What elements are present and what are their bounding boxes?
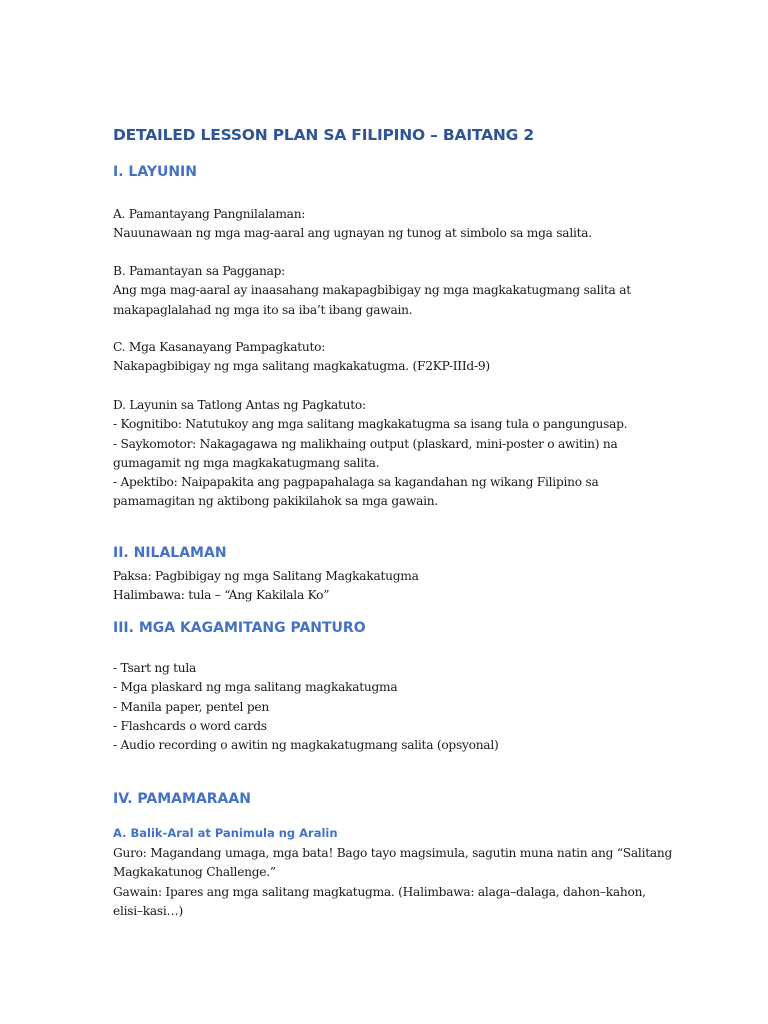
subsection-heading-balik-aral: A. Balik-Aral at Panimula ng Aralin — [113, 826, 338, 840]
layunin-d-paragraph — [113, 396, 673, 512]
section-heading-kagamitan: III. MGA KAGAMITANG PANTURO — [113, 620, 366, 636]
layunin-b-paragraph — [113, 262, 673, 320]
paragraph-line: - Saykomotor: Nakagagawa ng malikhaing output (plaskard, mini-poster o awitin) na — [113, 436, 618, 451]
document-title: DETAILED LESSON PLAN SA FILIPINO – BAITANG 2 — [113, 126, 534, 144]
paragraph-line: Nakapagbibigay ng mga salitang magkakatugma. (F2KP-IIId-9) — [113, 359, 490, 374]
nilalaman-paragraph — [113, 567, 673, 606]
list-item: - Flashcards o word cards — [113, 718, 267, 733]
list-item: - Mga plaskard ng mga salitang magkakatugma — [113, 680, 398, 695]
paragraph-line: - Apektibo: Naipapakita ang pagpapahalaga sa kagandahan ng wikang Filipino sa — [113, 475, 599, 490]
paragraph-line: Gawain: Ipares ang mga salitang magkatugma. (Halimbawa: alaga–dalaga, dahon–kahon, — [113, 884, 646, 899]
kagamitan-list — [113, 659, 673, 755]
paragraph-line: makapaglalahad ng mga ito sa iba’t ibang gawain. — [113, 302, 413, 317]
paragraph-line: elisi–kasi…) — [113, 903, 184, 918]
list-item: - Audio recording o awitin ng magkakatugmang salita (opsyonal) — [113, 738, 499, 753]
paragraph-line: C. Mga Kasanayang Pampagkatuto: — [113, 340, 326, 354]
paragraph-line: Magkakatunog Challenge.” — [113, 865, 276, 880]
layunin-c-paragraph — [113, 338, 673, 377]
list-item: - Tsart ng tula — [113, 661, 197, 675]
list-item: - Manila paper, pentel pen — [113, 699, 269, 714]
layunin-a-paragraph — [113, 205, 673, 244]
section-heading-layunin: I. LAYUNIN — [113, 164, 197, 180]
paragraph-line: D. Layunin sa Tatlong Antas ng Pagkatuto: — [113, 398, 366, 412]
paragraph-line: pamamagitan ng aktibong pakikilahok sa mga gawain. — [113, 494, 438, 509]
paragraph-line: Guro: Magandang umaga, mga bata! Bago tayo magsimula, sagutin muna natin ang “Salitang — [113, 846, 673, 860]
paragraph-line: gumagamit ng mga magkakatugmang salita. — [113, 455, 380, 470]
paragraph-line: Paksa: Pagbibigay ng mga Salitang Magkakatugma — [113, 569, 419, 583]
paragraph-line: A. Pamantayang Pangnilalaman: — [113, 207, 306, 221]
paragraph-line: Ang mga mag-aaral ay inaasahang makapagbibigay ng mga magkakatugmang salita at — [113, 283, 631, 298]
paragraph-line: Nauunawaan ng mga mag-aaral ang ugnayan ng tunog at simbolo sa mga salita. — [113, 226, 592, 241]
paragraph-line: B. Pamantayan sa Pagganap: — [113, 264, 286, 278]
section-heading-nilalaman: II. NILALAMAN — [113, 545, 227, 561]
section-heading-pamamaraan: IV. PAMAMARAAN — [113, 791, 251, 807]
pamamaraan-paragraph — [113, 844, 673, 921]
paragraph-line: - Kognitibo: Natutukoy ang mga salitang magkakatugma sa isang tula o pangungusap. — [113, 417, 628, 432]
paragraph-line: Halimbawa: tula – “Ang Kakilala Ko” — [113, 588, 330, 603]
